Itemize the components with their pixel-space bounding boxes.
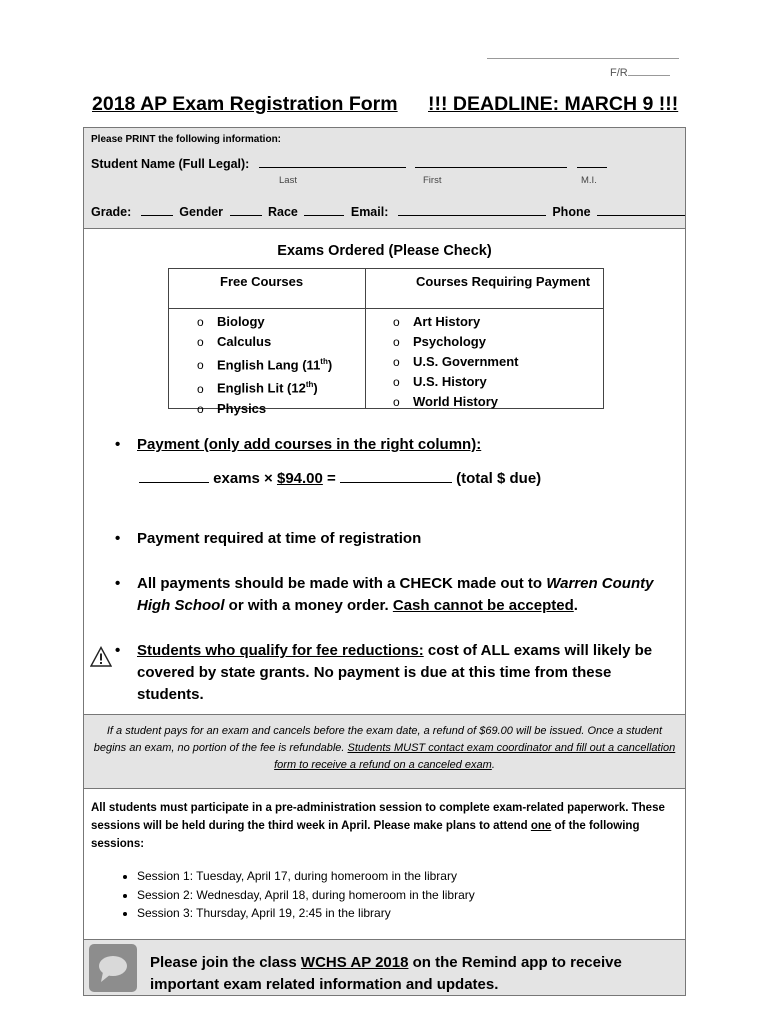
first-sublabel: First xyxy=(423,175,442,186)
free-course-biology[interactable]: o Biology xyxy=(197,312,332,332)
email-blank[interactable] xyxy=(398,204,546,216)
sessions-intro: All students must participate in a pre-administration session to complete exam-related paperwork. These sessions will be held during the third week in April. Please make plans to attend one of the following sessions: xyxy=(91,802,665,850)
student-info-section xyxy=(83,127,686,229)
paid-course-us-history[interactable]: o U.S. History xyxy=(393,372,518,392)
deadline-title: !!! DEADLINE: MARCH 9 !!! xyxy=(428,93,679,115)
session-item: • Session 2: Wednesday, April 18, during homeroom in the library xyxy=(137,886,657,905)
check-payment-bullet: • All payments should be made with a CHECK made out to Warren County High School or with a money order. Cash cannot be accepted. xyxy=(115,575,654,614)
equals-sign: = xyxy=(327,470,336,487)
exams-table xyxy=(168,268,604,416)
paid-course-us-government[interactable]: o U.S. Government xyxy=(393,352,518,372)
phone-blank[interactable] xyxy=(597,204,685,216)
paid-courses-list xyxy=(393,312,518,412)
checkbox-circle[interactable]: o xyxy=(393,335,400,349)
paid-course-art-history[interactable]: o Art History xyxy=(393,312,518,332)
sessions-list xyxy=(117,867,657,923)
details-row xyxy=(91,204,685,219)
gender-label: Gender xyxy=(179,205,224,219)
free-courses-list xyxy=(197,312,332,419)
paid-courses-header: Courses Requiring Payment xyxy=(416,274,591,289)
refund-contact-instruction: Students MUST contact exam coordinator and fill out a cancellation form to receive a refund on a canceled exam xyxy=(274,742,676,771)
checkbox-circle[interactable]: o xyxy=(197,401,204,416)
free-course-english-lang[interactable]: o English Lang (11th) xyxy=(197,352,332,375)
sessions-section xyxy=(83,788,686,940)
paid-course-world-history[interactable]: o World History xyxy=(393,392,518,412)
checkbox-circle[interactable]: o xyxy=(393,395,400,409)
price: $94.00 xyxy=(276,470,323,487)
grade-blank[interactable] xyxy=(141,204,173,216)
last-sublabel: Last xyxy=(279,175,297,186)
name-row xyxy=(91,156,607,171)
refund-policy-text: If a student pays for an exam and cancels before the exam date, a refund of $69.00 will be issued. Once a student begins an exam, no portion of the fee is refundable. Students MUST contact exam coordinator and fill out a cancellation form to receive a refund on a canceled exam. xyxy=(93,725,676,771)
fr-label: F/R xyxy=(610,67,628,79)
checkbox-circle[interactable]: o xyxy=(197,381,204,396)
race-label: Race xyxy=(268,205,298,219)
page-title: 2018 AP Exam Registration Form xyxy=(92,93,398,115)
mi-blank[interactable] xyxy=(577,156,607,168)
free-course-calculus[interactable]: o Calculus xyxy=(197,332,332,352)
fee-reduction-bullet: • Students who qualify for fee reductions: cost of ALL exams will likely be covered by state grants. No payment is due at this time from these students. xyxy=(115,642,653,703)
exams-section xyxy=(83,228,686,714)
top-signature-line xyxy=(487,58,679,59)
remind-class-name: WCHS AP 2018 xyxy=(300,954,409,971)
free-courses-header: Free Courses xyxy=(220,274,304,289)
school-name: Warren County High School xyxy=(137,575,654,614)
fee-reduction-heading: Students who qualify for fee reductions: xyxy=(137,642,424,659)
fr-field xyxy=(610,67,670,79)
payment-heading: Payment (only add courses in the right column): xyxy=(137,436,482,453)
table-divider xyxy=(365,269,366,408)
session-item: • Session 1: Tuesday, April 17, during homeroom in the library xyxy=(137,867,657,886)
fr-blank[interactable] xyxy=(628,75,670,76)
mi-sublabel: M.I. xyxy=(581,175,597,186)
remind-section xyxy=(83,939,686,996)
table-header-rule xyxy=(169,308,603,309)
remind-app-icon xyxy=(89,944,137,992)
last-name-blank[interactable] xyxy=(259,156,406,168)
total-due-label: (total $ due) xyxy=(456,470,542,487)
first-name-blank[interactable] xyxy=(415,156,567,168)
total-blank[interactable] xyxy=(340,468,452,483)
phone-label: Phone xyxy=(552,205,591,219)
gender-blank[interactable] xyxy=(230,204,262,216)
name-label: Student Name (Full Legal): xyxy=(91,157,250,171)
cash-not-accepted: Cash cannot be accepted xyxy=(392,597,574,614)
payment-required-bullet: • Payment required at time of registration xyxy=(115,530,422,547)
race-blank[interactable] xyxy=(304,204,344,216)
payment-calc-row xyxy=(139,468,541,490)
grade-label: Grade: xyxy=(91,205,132,219)
warning-icon xyxy=(90,646,112,668)
checkbox-circle[interactable]: o xyxy=(393,355,400,369)
exams-times: exams × xyxy=(213,470,273,487)
refund-section xyxy=(83,714,686,789)
checkbox-circle[interactable]: o xyxy=(393,315,400,329)
checkbox-circle[interactable]: o xyxy=(393,375,400,389)
paid-course-psychology[interactable]: o Psychology xyxy=(393,332,518,352)
checkbox-circle[interactable]: o xyxy=(197,358,204,373)
exam-count-blank[interactable] xyxy=(139,468,209,483)
free-course-physics[interactable]: o Physics xyxy=(197,399,332,419)
print-instruction: Please PRINT the following information: xyxy=(91,134,282,145)
exams-heading: Exams Ordered (Please Check) xyxy=(277,243,492,259)
remind-text: Please join the class WCHS AP 2018 on the Remind app to receive important exam related information and updates. xyxy=(150,954,622,993)
session-item: • Session 3: Thursday, April 19, 2:45 in the library xyxy=(137,904,657,923)
checkbox-circle[interactable]: o xyxy=(197,315,204,329)
email-label: Email: xyxy=(350,205,389,219)
free-course-english-lit[interactable]: o English Lit (12th) xyxy=(197,375,332,398)
payment-heading-bullet: • Payment (only add courses in the right column): xyxy=(115,436,482,453)
payment-required-text: Payment required at time of registration xyxy=(137,530,422,547)
checkbox-circle[interactable]: o xyxy=(197,335,204,349)
